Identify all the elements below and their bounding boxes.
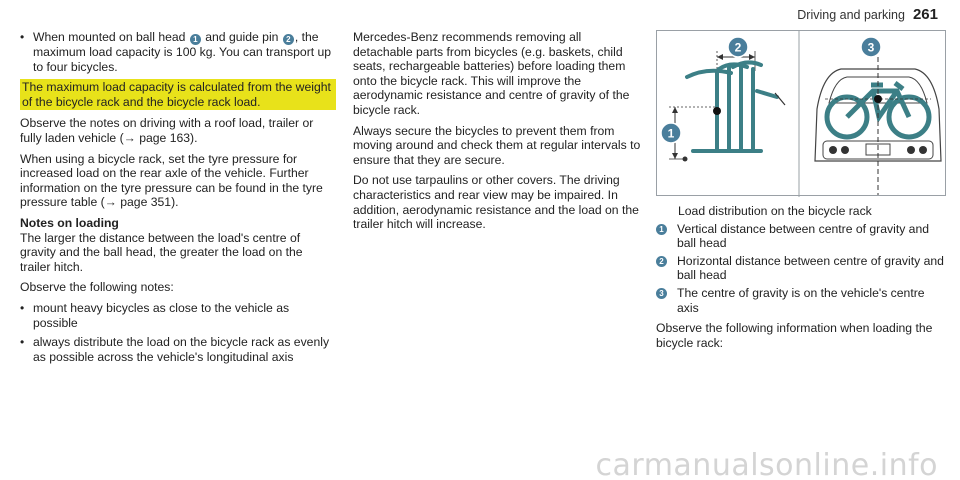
para-tyre-pressure: When using a bicycle rack, set the tyre pressure for increased load on the rear axle of the vehicle. Further information on the tyre pressure can be found in the tyre pressure table (→ page 351). xyxy=(20,151,323,210)
bullet-item xyxy=(20,301,336,330)
center-of-gravity-marker xyxy=(713,107,721,115)
bullet-text xyxy=(33,30,336,74)
callout-1 xyxy=(661,123,681,143)
text-fragment: and guide pin xyxy=(205,30,279,44)
callout-label: 2 xyxy=(734,40,742,55)
bullet-dot: • xyxy=(20,30,25,44)
bullet-dot: • xyxy=(20,300,25,315)
callout-3 xyxy=(861,37,881,57)
para-loading-info: Observe the following information when loading the bicycle rack: xyxy=(656,321,933,350)
section-title: Driving and parking xyxy=(797,8,905,22)
callout-badge-2: 2 xyxy=(656,256,667,267)
para-roof-load: Observe the notes on driving with a roof load, trailer or fully laden vehicle (→ page 163). xyxy=(20,116,314,145)
page-number: 261 xyxy=(912,6,938,23)
legend-item-1 xyxy=(656,222,946,251)
column-right xyxy=(656,30,946,356)
heading-notes-loading: Notes on loading xyxy=(20,215,119,230)
callout-badge-1: 1 xyxy=(190,34,201,45)
text-fragment: When mounted on ball head xyxy=(33,30,186,44)
bullet-dot: • xyxy=(20,335,25,350)
legend-text: Horizontal distance between centre of gravity and ball head xyxy=(677,253,944,283)
callout-label: 3 xyxy=(867,40,875,55)
figure-caption xyxy=(656,204,946,350)
para-secure-bicycles: Always secure the bicycles to prevent them from moving around and check them at regular intervals to ensure that they are secure. xyxy=(353,123,641,167)
bullet-mount-capacity xyxy=(20,30,336,74)
watermark: carmanualsonline.info xyxy=(595,448,938,480)
load-distribution-figure xyxy=(656,30,946,196)
text-fragment: , the maximum load capacity is 100 kg. You can transport up to four bicycles. xyxy=(33,30,332,74)
para-no-tarpaulins: Do not use tarpaulins or other covers. The driving characteristics and rear view may be impaired. In addition, aerodynamic resistance and the load on the trailer hitch will increase. xyxy=(353,173,639,232)
page-header xyxy=(797,8,938,23)
bullet-text: always distribute the load on the bicycle rack as evenly as possible across the vehicle's longitudinal axis xyxy=(33,335,330,364)
callout-badge-1: 1 xyxy=(656,224,667,235)
legend-item-2 xyxy=(656,254,946,283)
side-view xyxy=(669,51,785,162)
para-observe: Observe the following notes: xyxy=(20,280,174,295)
bullet-text: mount heavy bicycles as close to the vehicle as possible xyxy=(33,300,290,330)
highlighted-note: The maximum load capacity is calculated from the weight of the bicycle rack and the bicycle rack load. xyxy=(20,79,336,110)
para-distance: The larger the distance between the load's centre of gravity and the ball head, the greater the load on the trailer hitch. xyxy=(20,230,303,274)
legend-item-3 xyxy=(656,286,946,315)
callout-badge-2: 2 xyxy=(283,34,294,45)
caption-title: Load distribution on the bicycle rack xyxy=(678,204,872,218)
legend-text: The centre of gravity is on the vehicle's centre axis xyxy=(677,285,925,315)
bullet-item xyxy=(20,335,336,364)
column-left xyxy=(20,30,336,369)
callout-badge-3: 3 xyxy=(656,288,667,299)
callout-2 xyxy=(728,37,748,57)
column-middle xyxy=(353,30,641,238)
callout-label: 1 xyxy=(667,126,675,141)
center-of-gravity-marker xyxy=(874,95,882,103)
rear-view xyxy=(815,41,941,195)
legend-text: Vertical distance between centre of gravity and ball head xyxy=(677,221,930,251)
para-remove-parts: Mercedes-Benz recommends removing all detachable parts from bicycles (e.g. baskets, child seats, rechargeable batteries) before loading them onto the bicycle rack. This will improve the aerodynamic resistance and centre of gravity of the bicycle rack. xyxy=(353,30,630,117)
bicycle-rack-illustration xyxy=(657,31,947,197)
